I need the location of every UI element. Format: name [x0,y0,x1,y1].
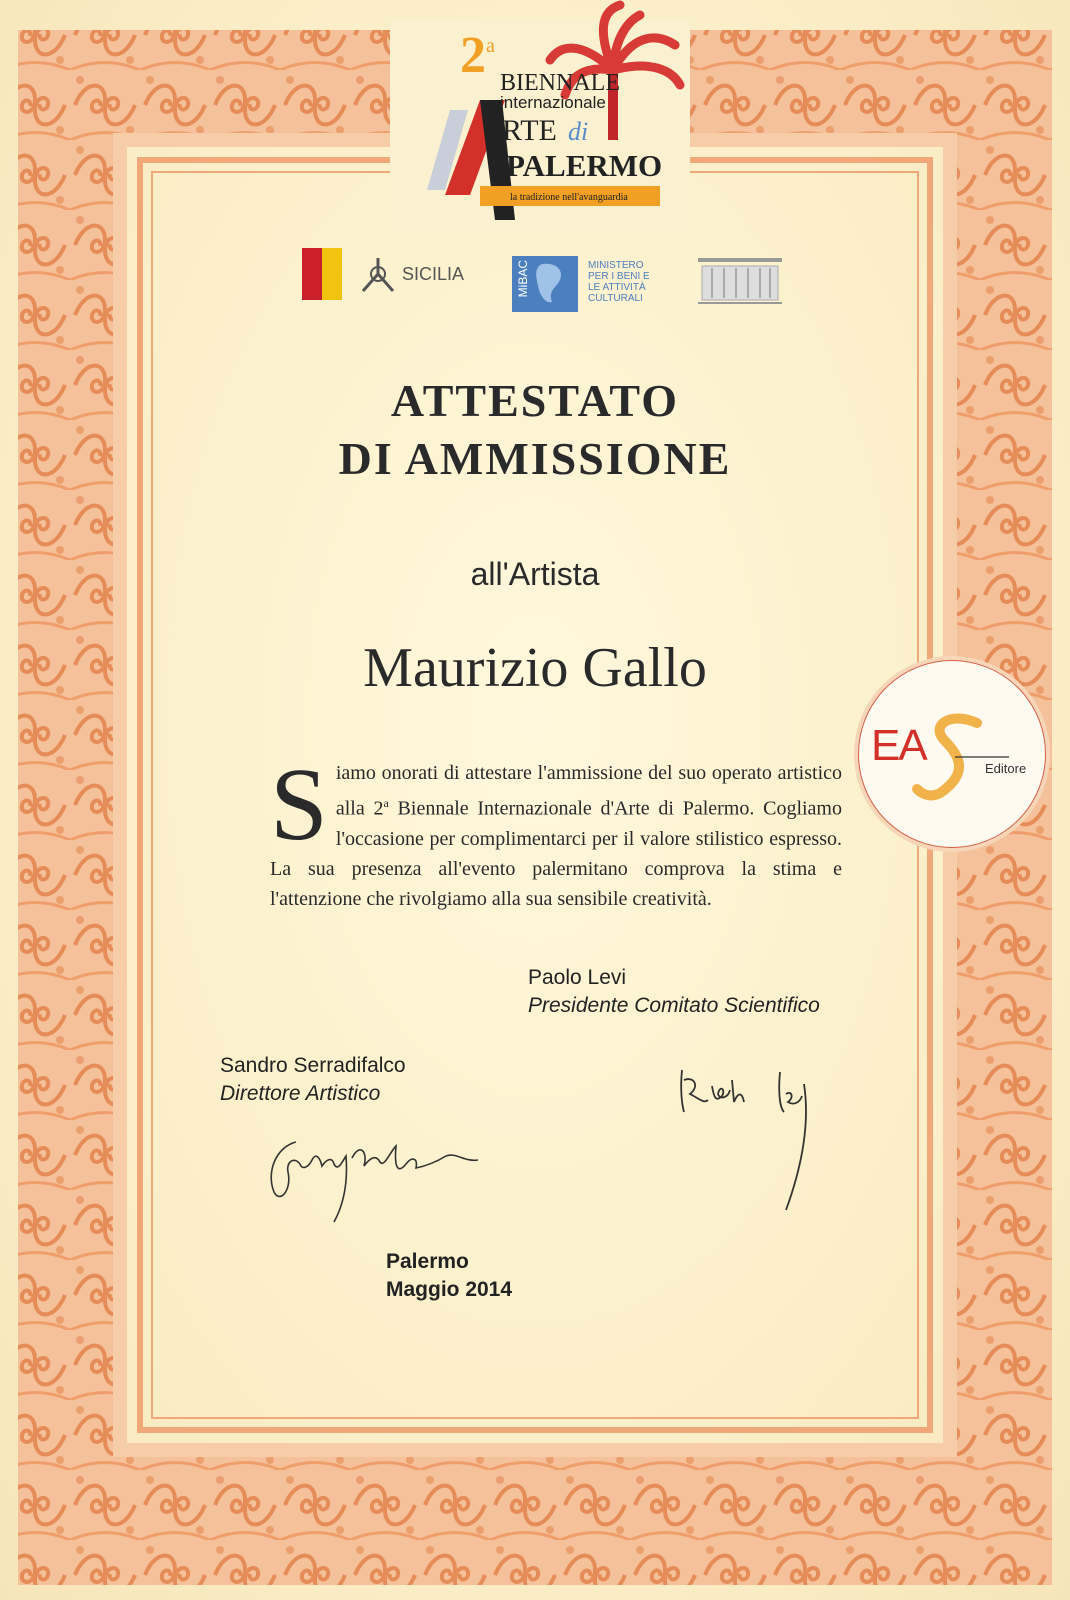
mibac-logo: MiBAC [512,256,578,312]
date: Maggio 2014 [386,1278,513,1301]
svg-text:BIENNALE: BIENNALE [500,70,620,96]
director-signature [271,1142,478,1222]
svg-text:di: di [568,117,589,146]
regione-sicilia-logo [302,248,342,300]
ministero-text: MINISTERO PER I BENI E LE ATTIVITÀ CULTURALI [588,260,650,304]
president-name: Paolo Levi [528,966,627,989]
stamp-letters: EA [871,721,926,770]
svg-text:la tradizione nell'avanguardia: la tradizione nell'avanguardia [510,192,628,203]
fondazione-building-logo [698,254,782,310]
biennale-logo [410,0,710,230]
certificate-body: Siamo onorati di attestare l'ammissione del suo operato artistico alla 2$^a$ Biennale Internazionale d'Arte di Palermo. Cogliamo l'occasione per complimentarci per il valore stilistico espresso. La sua presenza all'evento palermitano comprova la stima e l'attenzione che rivolgiamo alla sua sensibile creatività. [270,747,842,910]
stamp-s-icon [859,661,1045,847]
certificate-title-line2: DI AMMISSIONE [338,433,732,484]
certificate-title-line1: ATTESTATO [390,375,680,426]
italy-map-icon [512,256,578,312]
place: Palermo [386,1250,469,1273]
president-signature [668,1050,838,1240]
svg-text:a: a [486,35,495,57]
eas-editore-stamp [858,660,1046,848]
director-name: Sandro Serradifalco [220,1054,406,1077]
svg-text:RTE: RTE [502,114,557,147]
president-role: Presidente Comitato Scientifico [528,994,820,1017]
trinacria-icon [358,256,398,296]
svg-text:internazionale: internazionale [500,93,606,112]
artist-name: Maurizio Gallo [363,637,707,699]
intro-text: all'Artista [470,556,600,592]
svg-text:PALERMO: PALERMO [506,148,663,183]
stamp-label: Editore [985,761,1027,776]
drop-cap: S [270,747,328,862]
svg-text:2: 2 [460,27,486,84]
director-role: Direttore Artistico [220,1082,381,1105]
sicilia-logo-text: SICILIA [402,264,465,284]
